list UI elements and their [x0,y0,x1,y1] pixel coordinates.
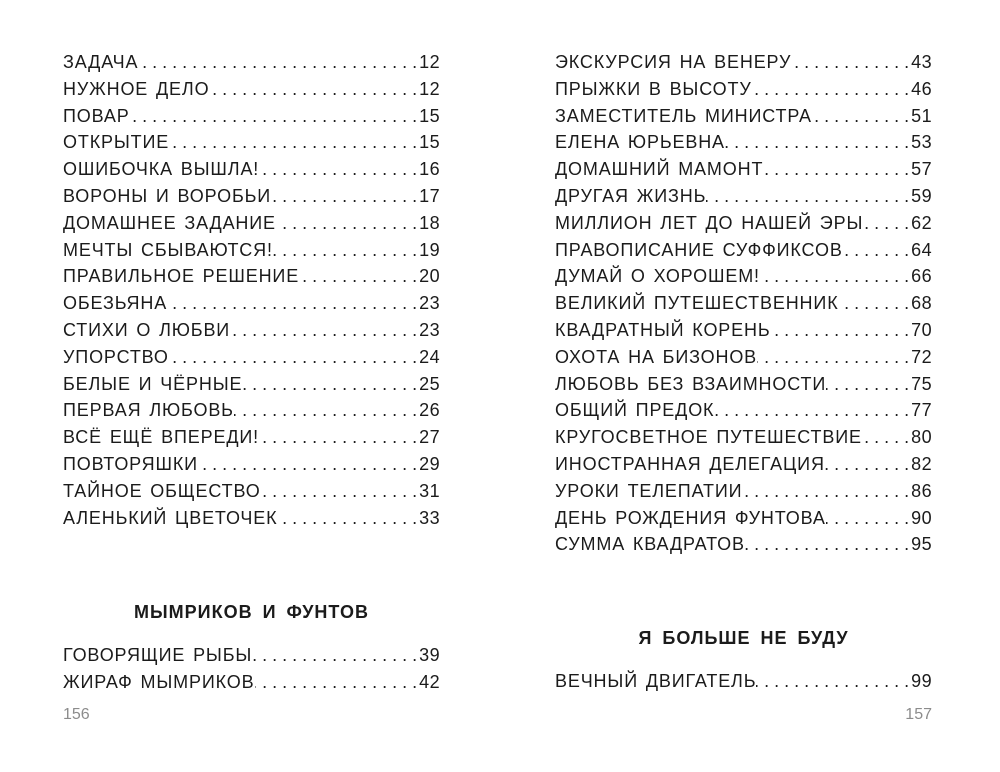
toc-entry [63,424,440,451]
toc-entry-title: ЕЛЕНА ЮРЬЕВНА [555,132,725,153]
dot-leader [130,103,420,130]
dot-leader [259,156,419,183]
toc-entry-title: ВОРОНЫ И ВОРОБЬИ [63,185,272,206]
dot-leader [752,76,912,103]
toc-entry-title: АЛЕНЬКИЙ ЦВЕТОЧЕК [63,507,278,528]
toc-entry [63,129,440,156]
dot-leader [234,397,419,424]
toc-entry-title: ПЕРВАЯ ЛЮБОВЬ [63,400,234,421]
dot-leader [169,129,419,156]
toc-entry [555,49,932,76]
toc-entry [63,451,440,478]
dot-leader [198,451,419,478]
toc-entry-page-number: 23 [419,319,440,340]
section-heading: Я БОЛЬШЕ НЕ БУДУ [638,628,849,648]
toc-entry-page-number: 66 [911,266,932,287]
toc-entry [63,210,440,237]
toc-entry-page-number: 12 [419,78,440,99]
toc-entry [63,49,440,76]
toc-entry [555,531,932,558]
toc-entry [63,183,440,210]
toc-entry-title: МЕЧТЫ СБЫВАЮТСЯ! [63,239,273,260]
page-number: 157 [905,706,932,723]
toc-entry [555,290,932,317]
dot-leader [209,76,419,103]
toc-entry-title: ИНОСТРАННАЯ ДЕЛЕГАЦИЯ [555,453,825,474]
toc-entry-page-number: 46 [911,78,932,99]
page-number: 156 [63,706,90,723]
toc-entry-title: ОХОТА НА БИЗОНОВ [555,346,758,367]
toc-entry-title: МИЛЛИОН ЛЕТ ДО НАШЕЙ ЭРЫ [555,212,864,233]
dot-leader [745,531,911,558]
toc-entry-title: ВЕЧНЫЙ ДВИГАТЕЛЬ [555,671,757,691]
toc-entry [555,397,932,424]
toc-entry-page-number: 15 [419,132,440,153]
toc-entry-title: ДРУГАЯ ЖИЗНЬ [555,185,707,206]
toc-entry-title: СТИХИ О ЛЮБВИ [63,319,231,340]
toc-entry-title: ДУМАЙ О ХОРОШЕМ! [555,266,760,287]
toc-entry-page-number: 17 [419,185,440,206]
dot-leader [706,183,911,210]
toc-entry-page-number: 42 [419,671,440,692]
toc-entry-page-number: 80 [911,427,932,448]
toc-entry [63,478,440,505]
toc-entry-page-number: 24 [419,346,440,367]
toc-entry [555,505,932,532]
toc-entry-page-number: 99 [911,671,932,691]
toc-entry [63,669,440,696]
toc-list [555,668,932,695]
dot-leader [169,344,419,371]
toc-entry-title: УПОРСТВО [63,346,169,367]
toc-entry-title: ДОМАШНИЙ МАМОНТ [555,159,764,180]
toc-entry [555,668,932,695]
toc-entry [555,210,932,237]
toc-entry [555,424,932,451]
toc-entry-page-number: 33 [419,507,440,528]
dot-leader [255,669,420,696]
toc-entry-page-number: 64 [911,239,932,260]
dot-leader [167,290,419,317]
toc-entry-page-number: 90 [911,507,932,528]
toc-entry-page-number: 19 [419,239,440,260]
toc-entry-title: ЭКСКУРСИЯ НА ВЕНЕРУ [555,52,792,72]
toc-entry-title: ЛЮБОВЬ БЕЗ ВЗАИМНОСТИ [555,373,827,394]
dot-leader [757,344,911,371]
toc-entry-title: ПРАВИЛЬНОЕ РЕШЕНИЕ [63,266,300,287]
dot-leader [863,210,911,237]
toc-entry-page-number: 95 [911,534,932,555]
dot-leader [826,505,911,532]
toc-list [555,49,932,558]
section-heading: МЫМРИКОВ И ФУНТОВ [134,602,369,622]
toc-entry-page-number: 68 [911,293,932,314]
toc-entry [63,344,440,371]
dot-leader [756,668,911,695]
toc-entry [63,317,440,344]
toc-entry-title: ДОМАШНЕЕ ЗАДАНИЕ [63,212,276,233]
toc-entry [555,76,932,103]
toc-entry-title: ОТКРЫТИЕ [63,132,170,153]
toc-entry [555,478,932,505]
toc-entry [63,290,440,317]
toc-entry-page-number: 26 [419,400,440,421]
toc-entry [555,344,932,371]
toc-entry-page-number: 29 [419,453,440,474]
dot-leader [714,397,911,424]
dot-leader [742,478,911,505]
toc-entry-title: ВСЁ ЕЩЁ ВПЕРЕДИ! [63,427,260,448]
toc-entry-page-number: 59 [911,185,932,206]
toc-entry-page-number: 57 [911,159,932,180]
toc-entry-title: НУЖНОЕ ДЕЛО [63,78,210,99]
toc-entry-title: ВЕЛИКИЙ ПУТЕШЕСТВЕННИК [555,293,839,314]
toc-entry-page-number: 62 [911,212,932,233]
dot-leader [843,237,911,264]
dot-leader [138,49,419,76]
dot-leader [242,371,419,398]
toc-entry [555,183,932,210]
toc-entry-page-number: 31 [419,480,440,501]
dot-leader [273,237,419,264]
toc-entry-title: КВАДРАТНЫЙ КОРЕНЬ [555,319,771,340]
toc-entry-page-number: 20 [419,266,440,287]
toc-entry-page-number: 18 [419,212,440,233]
dot-leader [276,210,419,237]
toc-entry-title: ПОВАР [63,105,130,126]
toc-entry-title: СУММА КВАДРАТОВ [555,534,745,555]
left-page [63,0,440,772]
dot-leader [839,290,912,317]
toc-entry-title: ПРЫЖКИ В ВЫСОТУ [555,78,752,99]
toc-entry-title: ЖИРАФ МЫМРИКОВ [63,671,255,692]
toc-entry-page-number: 72 [911,346,932,367]
toc-entry [555,129,932,156]
toc-entry-page-number: 16 [419,159,440,180]
toc-entry-page-number: 39 [419,645,440,665]
toc-entry-page-number: 53 [911,132,932,153]
toc-entry-page-number: 70 [911,319,932,340]
dot-leader [725,129,911,156]
toc-entry [63,76,440,103]
toc-entry-title: КРУГОСВЕТНОЕ ПУТЕШЕСТВИЕ [555,427,862,448]
toc-entry-title: ОБЕЗЬЯНА [63,293,168,314]
toc-entry-title: ЗАМЕСТИТЕЛЬ МИНИСТРА [555,105,812,126]
toc-entry [63,156,440,183]
toc-entry-title: ОБЩИЙ ПРЕДОК [555,400,715,421]
toc-list [63,642,440,696]
toc-entry-page-number: 86 [911,480,932,501]
dot-leader [826,371,911,398]
toc-entry-page-number: 82 [911,453,932,474]
toc-entry-page-number: 25 [419,373,440,394]
toc-entry [63,642,440,669]
toc-entry-page-number: 23 [419,293,440,314]
toc-entry [63,103,440,130]
dot-leader [791,49,911,76]
toc-entry [63,237,440,264]
toc-entry [63,397,440,424]
dot-leader [299,263,419,290]
dot-leader [230,317,419,344]
toc-entry-page-number: 43 [911,52,932,72]
toc-entry-title: УРОКИ ТЕЛЕПАТИИ [555,480,743,501]
toc-entry-page-number: 75 [911,373,932,394]
toc-entry-title: ОШИБОЧКА ВЫШЛА! [63,159,260,180]
toc-entry-page-number: 27 [419,427,440,448]
toc-entry-title: ЗАДАЧА [63,52,139,72]
dot-leader [862,424,911,451]
dot-leader [825,451,911,478]
toc-entry-title: ПОВТОРЯШКИ [63,453,198,474]
dot-leader [812,103,911,130]
dot-leader [277,505,419,532]
toc-entry-page-number: 15 [419,105,440,126]
dot-leader [252,642,419,669]
dot-leader [259,424,419,451]
toc-entry [555,156,932,183]
toc-entry-title: БЕЛЫЕ И ЧЁРНЫЕ [63,373,243,394]
toc-entry [63,505,440,532]
dot-leader [760,263,911,290]
toc-entry-title: ТАЙНОЕ ОБЩЕСТВО [63,480,261,501]
dot-leader [261,478,420,505]
toc-entry-title: ДЕНЬ РОЖДЕНИЯ ФУНТОВА [555,507,826,528]
toc-entry-page-number: 77 [911,400,932,421]
toc-entry-title: ПРАВОПИСАНИЕ СУФФИКСОВ [555,239,843,260]
dot-leader [771,317,912,344]
toc-entry [555,103,932,130]
toc-entry-page-number: 51 [911,105,932,126]
dot-leader [271,183,419,210]
toc-list [63,49,440,531]
toc-entry [63,263,440,290]
dot-leader [763,156,911,183]
toc-entry [555,317,932,344]
toc-entry-title: ГОВОРЯЩИЕ РЫБЫ [63,645,253,665]
toc-entry [555,371,932,398]
toc-entry [63,371,440,398]
toc-entry [555,263,932,290]
toc-entry [555,237,932,264]
toc-entry-page-number: 12 [419,52,440,72]
right-page [555,0,932,772]
toc-entry [555,451,932,478]
